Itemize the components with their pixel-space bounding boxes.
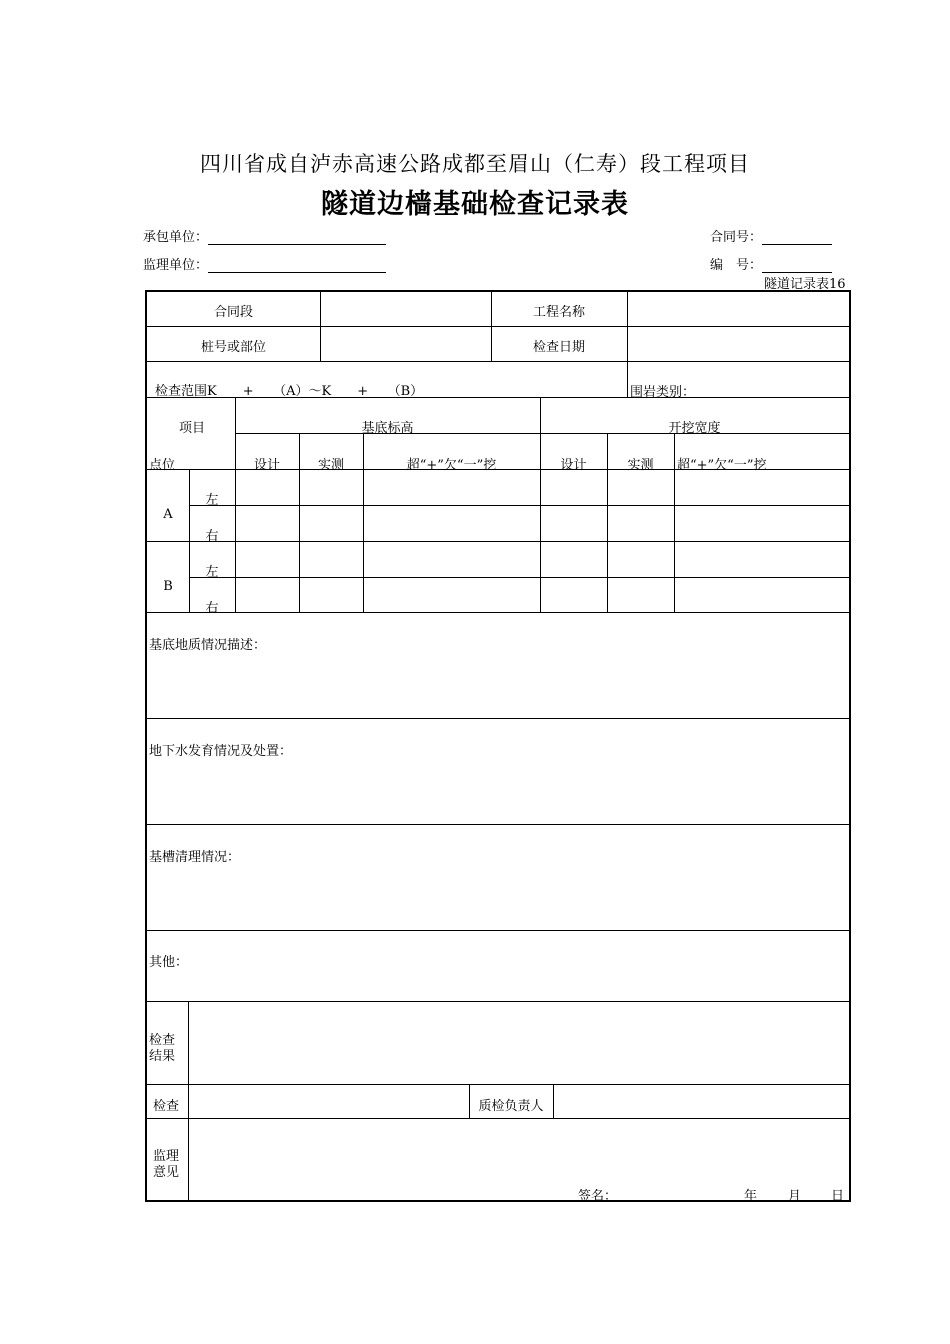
- design-col-2: 设计: [560, 458, 587, 473]
- inspector-label: 检查: [153, 1099, 180, 1114]
- item-label: 项目: [179, 421, 206, 436]
- contract-section-value[interactable]: [321, 292, 491, 326]
- station-part-value[interactable]: [321, 327, 491, 361]
- point-label: 点位: [149, 458, 176, 473]
- opinion-label-2: 意见: [153, 1165, 180, 1180]
- grid-line: [674, 433, 675, 612]
- measured-col-2: 实测: [627, 458, 654, 473]
- opinion-label-1: 监理: [153, 1149, 180, 1164]
- grid-line: [627, 361, 628, 397]
- inspection-range: 检查范围K + （A）～K + （B）: [155, 384, 424, 399]
- grid-line: [189, 577, 849, 578]
- measured-col-1: 实测: [317, 458, 344, 473]
- geology-label: 基底地质情况描述：: [149, 638, 267, 653]
- other-label: 其他：: [149, 955, 189, 970]
- contract-no-field[interactable]: [762, 230, 832, 245]
- form-code: 隧道记录表16: [764, 277, 846, 292]
- design-col-1: 设计: [253, 458, 280, 473]
- station-part-label: 桩号或部位: [200, 340, 266, 355]
- grid-line: [147, 718, 849, 719]
- contractor-label: 承包单位：: [143, 230, 209, 245]
- inspector-value[interactable]: [189, 1085, 469, 1118]
- inspection-table: [145, 290, 851, 1202]
- supervisor-row: [143, 254, 386, 273]
- grid-line: [147, 1001, 849, 1002]
- grid-line: [147, 612, 849, 613]
- grid-line: [147, 361, 849, 362]
- signature-label: 签名：: [578, 1189, 618, 1204]
- day-label: 日: [831, 1189, 845, 1204]
- point-b: B: [163, 579, 173, 594]
- inspection-date-value[interactable]: [628, 327, 849, 361]
- serial-no-row: [710, 254, 832, 273]
- project-subtitle: 四川省成自泸赤高速公路成都至眉山（仁寿）段工程项目: [200, 152, 750, 176]
- contractor-field[interactable]: [208, 230, 386, 245]
- grid-line: [147, 541, 849, 542]
- contractor-row: [143, 226, 386, 245]
- point-a: A: [163, 507, 173, 522]
- result-label-1: 检查: [149, 1033, 176, 1048]
- point-b-left: 左: [205, 565, 219, 580]
- project-name-value[interactable]: [628, 292, 849, 326]
- grid-line: [147, 824, 849, 825]
- grid-line: [189, 505, 849, 506]
- groundwater-label: 地下水发育情况及处置：: [149, 744, 293, 759]
- year-label: 年: [744, 1189, 758, 1204]
- month-label: 月: [788, 1189, 802, 1204]
- point-a-right: 右: [205, 529, 219, 544]
- trench-label: 基槽清理情况：: [149, 850, 241, 865]
- qc-lead-label: 质检负责人: [478, 1099, 544, 1114]
- over-under-col-1: 超“+”欠“一”挖: [406, 458, 497, 473]
- project-name-label: 工程名称: [532, 305, 585, 320]
- point-a-left: 左: [205, 493, 219, 508]
- point-b-right: 右: [205, 601, 219, 616]
- excavation-width-header: 开挖宽度: [668, 421, 721, 436]
- inspection-date-label: 检查日期: [532, 340, 585, 355]
- grid-line: [147, 930, 849, 931]
- serial-no-label: 编 号：: [710, 258, 763, 273]
- contract-no-row: [710, 226, 832, 245]
- result-label-2: 结果: [149, 1049, 176, 1064]
- qc-lead-value[interactable]: [554, 1085, 849, 1118]
- contract-no-label: 合同号：: [710, 230, 763, 245]
- rock-class-label: 围岩类别：: [630, 385, 696, 400]
- supervisor-label: 监理单位：: [143, 258, 209, 273]
- contract-section-label: 合同段: [213, 305, 253, 320]
- serial-no-field[interactable]: [762, 258, 832, 273]
- over-under-col-2: 超“+”欠“一”挖: [677, 458, 767, 473]
- supervisor-field[interactable]: [208, 258, 386, 273]
- form-title: 隧道边樯基础检查记录表: [321, 189, 629, 220]
- grid-line: [147, 1118, 849, 1119]
- base-elevation-header: 基底标高: [361, 421, 414, 436]
